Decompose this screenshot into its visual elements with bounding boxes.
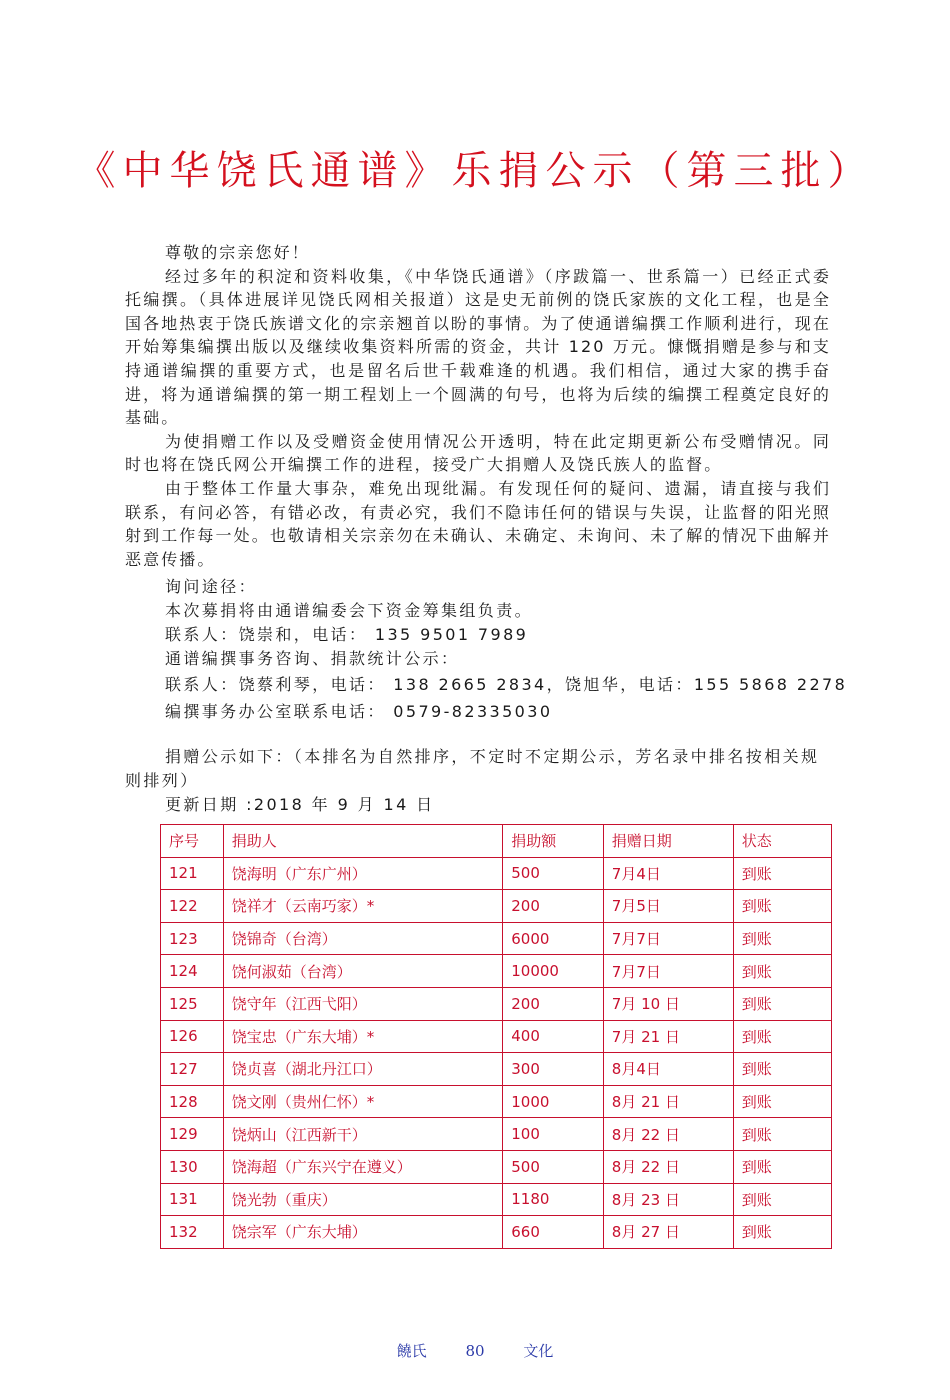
- cell-serial: 132: [161, 1216, 224, 1249]
- cell-date: 8月 23 日: [603, 1183, 733, 1216]
- table-row: [161, 1216, 832, 1249]
- cell-status: 到账: [733, 1053, 831, 1086]
- header-amount: 捐助额: [503, 825, 604, 858]
- contact-heading: 询问途径：: [165, 577, 258, 596]
- cell-date: 7月7日: [603, 955, 733, 988]
- cell-status: 到账: [733, 1118, 831, 1151]
- paragraph-1: 经过多年的积淀和资料收集，《中华饶氏通谱》（序跋篇一、世系篇一）已经正式委托编撰。（具体进展详见饶氏网相关报道）这是史无前例的饶氏家族的文化工程，也是全国各地热衷于饶氏族谱文化的宗亲翘首以盼的事情。为了使通谱编撰工作顺利进行，现在开始筹集编撰出版以及继续收集资料所需的资金，共计 120 万元。慷慨捐赠是参与和支持通谱编撰的重要方式，也是留名后世千载难逢的机遇。我们相信，通过大家的携手奋进，将为通谱编撰的第一期工程划上一个圆满的句号，也将为后续的编撰工程奠定良好的基础。: [125, 266, 831, 428]
- table-row: [161, 955, 832, 988]
- table-header-row: [161, 825, 832, 858]
- cell-date: 8月 21 日: [603, 1085, 733, 1118]
- footer-right: 文化: [523, 1342, 554, 1360]
- table-row: [161, 857, 832, 890]
- intro-body: [125, 241, 831, 571]
- cell-status: 到账: [733, 987, 831, 1020]
- table-row: [161, 1053, 832, 1086]
- cell-donor: 饶宝忠（广东大埔）*: [223, 1020, 503, 1053]
- cell-donor: 饶祥才（云南巧家）*: [223, 890, 503, 923]
- table-row: [161, 1118, 832, 1151]
- header-donor: 捐助人: [223, 825, 503, 858]
- cell-status: 到账: [733, 857, 831, 890]
- cell-serial: 125: [161, 987, 224, 1020]
- cell-status: 到账: [733, 1216, 831, 1249]
- greeting: 尊敬的宗亲您好！: [165, 243, 310, 262]
- cell-status: 到账: [733, 922, 831, 955]
- table-row: [161, 1150, 832, 1183]
- contact-line-5: 编撰事务办公室联系电话： 0579-82335030: [165, 702, 553, 721]
- table-row: [161, 890, 832, 923]
- cell-amount: 6000: [503, 922, 604, 955]
- cell-date: 8月 22 日: [603, 1118, 733, 1151]
- cell-serial: 131: [161, 1183, 224, 1216]
- table-body: [161, 857, 832, 1248]
- notice-text: 捐赠公示如下：（本排名为自然排序，不定时不定期公示，芳名录中排名按相关规则排列）: [125, 747, 820, 790]
- update-date: 更新日期 :2018 年 9 月 14 日: [165, 795, 435, 814]
- cell-status: 到账: [733, 1020, 831, 1053]
- cell-date: 8月 27 日: [603, 1216, 733, 1249]
- cell-amount: 100: [503, 1118, 604, 1151]
- cell-amount: 400: [503, 1020, 604, 1053]
- cell-amount: 10000: [503, 955, 604, 988]
- cell-amount: 200: [503, 890, 604, 923]
- cell-serial: 128: [161, 1085, 224, 1118]
- cell-donor: 饶贞喜（湖北丹江口）: [223, 1053, 503, 1086]
- page-number: 80: [465, 1342, 485, 1360]
- footer-left: 饒氏: [396, 1342, 427, 1360]
- cell-date: 7月 10 日: [603, 987, 733, 1020]
- table-row: [161, 1085, 832, 1118]
- cell-amount: 1000: [503, 1085, 604, 1118]
- cell-donor: 饶海明（广东广州）: [223, 857, 503, 890]
- cell-serial: 122: [161, 890, 224, 923]
- cell-amount: 660: [503, 1216, 604, 1249]
- cell-status: 到账: [733, 1150, 831, 1183]
- cell-donor: 饶海超（广东兴宁在遵义）: [223, 1150, 503, 1183]
- paragraph-3: 由于整体工作量大事杂，难免出现纰漏。有发现任何的疑问、遗漏，请直接与我们联系，有问必答，有错必改，有责必究，我们不隐讳任何的错误与失误，让监督的阳光照射到工作每一处。也敬请相关宗亲勿在未确认、未确定、未询问、未了解的情况下曲解并恶意传播。: [125, 478, 831, 569]
- cell-donor: 饶守年（江西弋阳）: [223, 987, 503, 1020]
- cell-amount: 500: [503, 1150, 604, 1183]
- cell-serial: 124: [161, 955, 224, 988]
- cell-amount: 200: [503, 987, 604, 1020]
- cell-date: 7月7日: [603, 922, 733, 955]
- contact-line-3: 通谱编撰事务咨询、捐款统计公示：: [165, 649, 460, 668]
- cell-donor: 饶何淑茹（台湾）: [223, 955, 503, 988]
- cell-donor: 饶锦奇（台湾）: [223, 922, 503, 955]
- header-status: 状态: [733, 825, 831, 858]
- contact-section: [165, 575, 847, 725]
- cell-donor: 饶光勃（重庆）: [223, 1183, 503, 1216]
- cell-donor: 饶炳山（江西新干）: [223, 1118, 503, 1151]
- cell-date: 8月 22 日: [603, 1150, 733, 1183]
- page-footer: [0, 1340, 950, 1361]
- cell-donor: 饶文刚（贵州仁怀）*: [223, 1085, 503, 1118]
- cell-date: 7月 21 日: [603, 1020, 733, 1053]
- cell-amount: 300: [503, 1053, 604, 1086]
- header-date: 捐赠日期: [603, 825, 733, 858]
- cell-serial: 127: [161, 1053, 224, 1086]
- table-row: [161, 922, 832, 955]
- contact-line-1: 本次募捐将由通谱编委会下资金筹集组负责。: [165, 601, 534, 620]
- cell-status: 到账: [733, 955, 831, 988]
- cell-amount: 1180: [503, 1183, 604, 1216]
- table-row: [161, 987, 832, 1020]
- paragraph-2: 为使捐赠工作以及受赠资金使用情况公开透明，特在此定期更新公布受赠情况。同时也将在饶氏网公开编撰工作的进程，接受广大捐赠人及饶氏族人的监督。: [125, 431, 831, 475]
- cell-serial: 121: [161, 857, 224, 890]
- cell-serial: 130: [161, 1150, 224, 1183]
- table-row: [161, 1020, 832, 1053]
- page-title: 《中华饶氏通谱》乐捐公示（第三批）: [75, 148, 875, 194]
- cell-date: 8月4日: [603, 1053, 733, 1086]
- cell-serial: 123: [161, 922, 224, 955]
- cell-status: 到账: [733, 1085, 831, 1118]
- cell-amount: 500: [503, 857, 604, 890]
- donation-table: [160, 824, 832, 1249]
- cell-date: 7月4日: [603, 857, 733, 890]
- cell-status: 到账: [733, 1183, 831, 1216]
- header-serial: 序号: [161, 825, 224, 858]
- cell-serial: 126: [161, 1020, 224, 1053]
- notice-section: [125, 745, 831, 817]
- contact-line-4: 联系人：饶蔡利琴，电话： 138 2665 2834，饶旭华，电话：155 5868 2278: [165, 675, 848, 694]
- contact-line-2: 联系人：饶崇和，电话： 135 9501 7989: [165, 625, 529, 644]
- table-row: [161, 1183, 832, 1216]
- cell-date: 7月5日: [603, 890, 733, 923]
- cell-status: 到账: [733, 890, 831, 923]
- cell-serial: 129: [161, 1118, 224, 1151]
- cell-donor: 饶宗军（广东大埔）: [223, 1216, 503, 1249]
